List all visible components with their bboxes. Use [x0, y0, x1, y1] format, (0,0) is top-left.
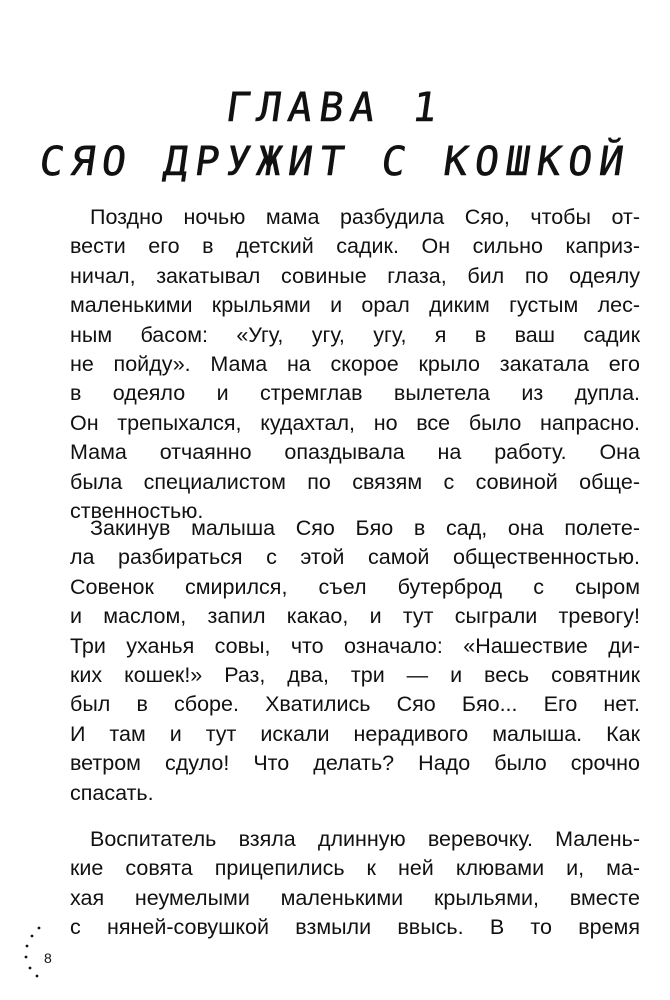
text-line: ла разбираться с этой самой общественностью. — [70, 545, 640, 570]
paragraph-2 — [70, 514, 640, 808]
chapter-title: СЯО ДРУЖИТ С КОШКОЙ — [36, 139, 634, 185]
text-line: не пойду». Мама на скорое крыло закатала его — [70, 352, 640, 377]
text-line: И там и тут искали нерадивого малыша. Как — [70, 721, 640, 746]
text-line: ветром сдуло! Что делать? Надо было срочно — [70, 751, 640, 776]
text-line: и маслом, запил какао, и тут сыграли тревогу! — [70, 604, 640, 629]
text-line: кие совята прицепились к ней клювами и, ма- — [70, 856, 640, 881]
text-line: была специалистом по связям с совиной обще- — [70, 469, 640, 494]
text-line: Воспитатель взяла длинную веревочку. Малень- — [90, 827, 640, 851]
text-line: ным басом: «Угу, угу, угу, я в ваш садик — [70, 322, 640, 347]
paragraph-1 — [70, 203, 640, 526]
text-line: ких кошек!» Раз, два, три — и весь совятник — [70, 663, 640, 688]
text-line: Поздно ночью мама разбудила Сяо, чтобы от- — [90, 205, 640, 229]
paragraph-3 — [70, 825, 640, 943]
text-line: Три уханья совы, что означало: «Нашествие ди- — [70, 633, 640, 658]
chapter-heading — [0, 82, 670, 188]
text-line: ственностью. — [70, 499, 204, 524]
text-line: маленькими крыльями и орал диким густым лес- — [70, 293, 640, 318]
text-line: был в сборе. Хватились Сяо Бяо... Его нет. — [70, 692, 640, 717]
page-number: 8 — [44, 950, 52, 966]
chapter-number: ГЛАВА 1 — [222, 85, 448, 131]
text-line: хая неумелыми маленькими крыльями, вместе — [70, 885, 640, 910]
text-line: Совенок смирился, съел бутерброд с сыром — [70, 574, 640, 599]
text-line: спасать. — [70, 780, 154, 805]
text-line: ничал, закатывал совиные глаза, бил по одеялу — [70, 263, 640, 288]
text-line: вести его в детский садик. Он сильно каприз- — [70, 234, 640, 259]
text-line: Он трепыхался, кудахтал, но все было напрасно. — [70, 410, 640, 435]
text-line: с няней-совушкой взмыли ввысь. В то время — [70, 915, 640, 940]
text-line: Мама отчаянно опаздывала на работу. Она — [70, 440, 640, 465]
text-line: в одеяло и стремглав вылетела из дупла. — [70, 381, 640, 406]
text-line: Закинув малыша Сяо Бяо в сад, она полете- — [90, 516, 640, 540]
